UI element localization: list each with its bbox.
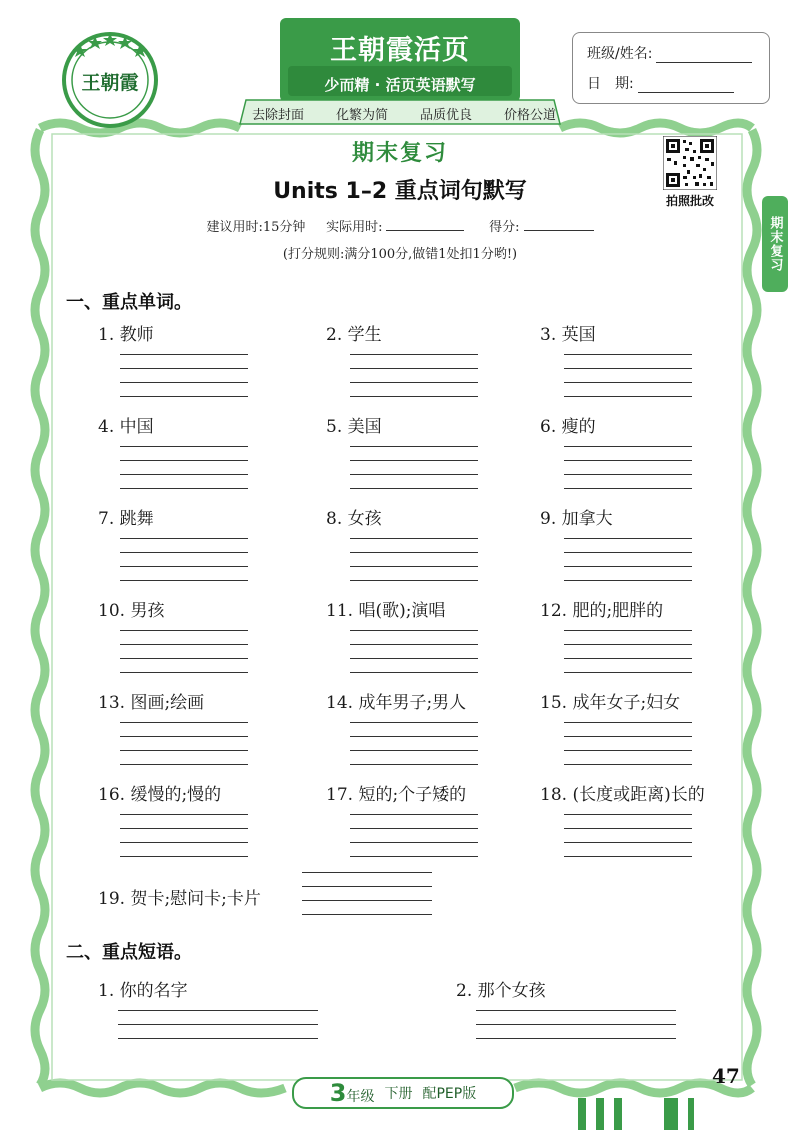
word-prompt: 19. 贺卡;慰问卡;卡片 (98, 889, 261, 909)
brand-title: 王朝霞活页 (330, 35, 470, 66)
word-item (98, 412, 154, 437)
answer-lines[interactable] (564, 814, 692, 870)
answer-lines[interactable] (476, 1010, 676, 1052)
word-item (98, 504, 154, 529)
word-prompt: 17. 短的;个子矮的 (326, 785, 467, 805)
word-item (98, 780, 221, 805)
review-title: 期末复习 (351, 141, 448, 166)
suggested-time: 建议用时:15分钟 (206, 220, 306, 235)
word-item (540, 780, 705, 805)
grade-label: 年级 (346, 1089, 375, 1105)
slogan-item: 化繁为简 (335, 108, 388, 123)
answer-lines[interactable] (350, 446, 478, 502)
answer-lines[interactable] (564, 446, 692, 502)
word-item (98, 320, 154, 345)
word-item (98, 596, 164, 621)
word-prompt: 16. 缓慢的;慢的 (98, 785, 222, 805)
answer-lines[interactable] (564, 354, 692, 410)
answer-lines[interactable] (120, 814, 248, 870)
score-label: 得分: (489, 220, 520, 235)
wavy-border-right (747, 130, 757, 1085)
answer-lines[interactable] (120, 630, 248, 686)
answer-lines[interactable] (118, 1010, 318, 1052)
word-prompt: 8. 女孩 (326, 509, 382, 529)
page-title: Units 1–2 重点词句默写 (273, 179, 527, 204)
actual-time-field[interactable] (386, 218, 464, 231)
word-prompt: 7. 跳舞 (98, 509, 154, 529)
section-title: 一、重点单词。 (66, 292, 192, 313)
word-item (540, 320, 596, 345)
side-tab-label: 期末复习 (767, 216, 783, 272)
class-name-row (587, 43, 752, 63)
word-prompt: 15. 成年女子;妇女 (540, 693, 681, 713)
word-item (326, 412, 382, 437)
word-prompt: 18. (长度或距离)长的 (540, 785, 705, 805)
grade-number: 3 (329, 1079, 347, 1107)
word-prompt: 14. 成年男子;男人 (326, 693, 467, 713)
word-item (326, 688, 466, 713)
answer-lines[interactable] (564, 630, 692, 686)
word-prompt: 13. 图画;绘画 (98, 693, 205, 713)
answer-lines[interactable] (350, 538, 478, 594)
scoring-rule: (打分规则:满分100分,做错1处扣1分哟!) (282, 247, 518, 262)
word-prompt: 11. 唱(歌);演唱 (326, 601, 446, 621)
answer-lines[interactable] (350, 630, 478, 686)
answer-lines[interactable] (120, 446, 248, 502)
phrase-item (456, 976, 546, 1001)
logo-name: 王朝霞 (81, 72, 139, 94)
word-item (326, 320, 382, 345)
word-item (98, 688, 204, 713)
answer-lines[interactable] (120, 538, 248, 594)
student-info-box (572, 32, 770, 104)
class-name-label: 班级/姓名: (587, 46, 653, 62)
section-title: 二、重点短语。 (66, 942, 192, 963)
brand-subtitle: 少而精 · 活页英语默写 (324, 76, 476, 94)
word-item (540, 412, 596, 437)
score-field[interactable] (524, 218, 594, 231)
word-prompt: 2. 学生 (326, 325, 382, 345)
timing-row (0, 216, 800, 235)
page-number: 47 (712, 1064, 740, 1088)
word-prompt: 9. 加拿大 (540, 509, 613, 529)
phrase-prompt: 1. 你的名字 (98, 981, 188, 1001)
date-label: 日 期: (587, 76, 634, 92)
word-prompt: 1. 教师 (98, 325, 154, 345)
word-prompt: 4. 中国 (98, 417, 154, 437)
volume-label: 下册 (384, 1086, 413, 1102)
word-prompt: 10. 男孩 (98, 601, 165, 621)
word-item (326, 780, 466, 805)
actual-time-label: 实际用时: (326, 220, 383, 235)
answer-lines[interactable] (564, 722, 692, 778)
word-prompt: 6. 瘦的 (540, 417, 596, 437)
slogan-row (252, 104, 556, 123)
class-name-field[interactable] (656, 48, 752, 63)
answer-lines[interactable] (120, 722, 248, 778)
wavy-border-left (35, 130, 45, 1085)
date-field[interactable] (638, 78, 734, 93)
word-prompt: 3. 英国 (540, 325, 596, 345)
date-row (587, 73, 734, 93)
phrase-item (98, 976, 188, 1001)
word-prompt: 12. 肥的;肥胖的 (540, 601, 664, 621)
answer-lines[interactable] (120, 354, 248, 410)
word-prompt: 5. 美国 (326, 417, 382, 437)
footer-bars-icon (578, 1098, 694, 1130)
edition-label: 配PEP版 (422, 1086, 477, 1102)
word-item (540, 504, 613, 529)
word-item (326, 596, 445, 621)
slogan-item: 去除封面 (252, 108, 305, 123)
qr-label: 拍照批改 (665, 194, 714, 208)
grade-footer (292, 1077, 514, 1109)
slogan-item: 价格公道 (503, 108, 556, 123)
answer-lines[interactable] (350, 354, 478, 410)
word-item (98, 884, 261, 909)
word-item (540, 596, 663, 621)
phrase-prompt: 2. 那个女孩 (456, 981, 546, 1001)
answer-lines[interactable] (350, 722, 478, 778)
word-item (326, 504, 382, 529)
word-item (540, 688, 680, 713)
slogan-item: 品质优良 (419, 108, 472, 123)
answer-lines[interactable] (564, 538, 692, 594)
answer-lines[interactable] (350, 814, 478, 870)
answer-lines[interactable] (302, 872, 432, 928)
